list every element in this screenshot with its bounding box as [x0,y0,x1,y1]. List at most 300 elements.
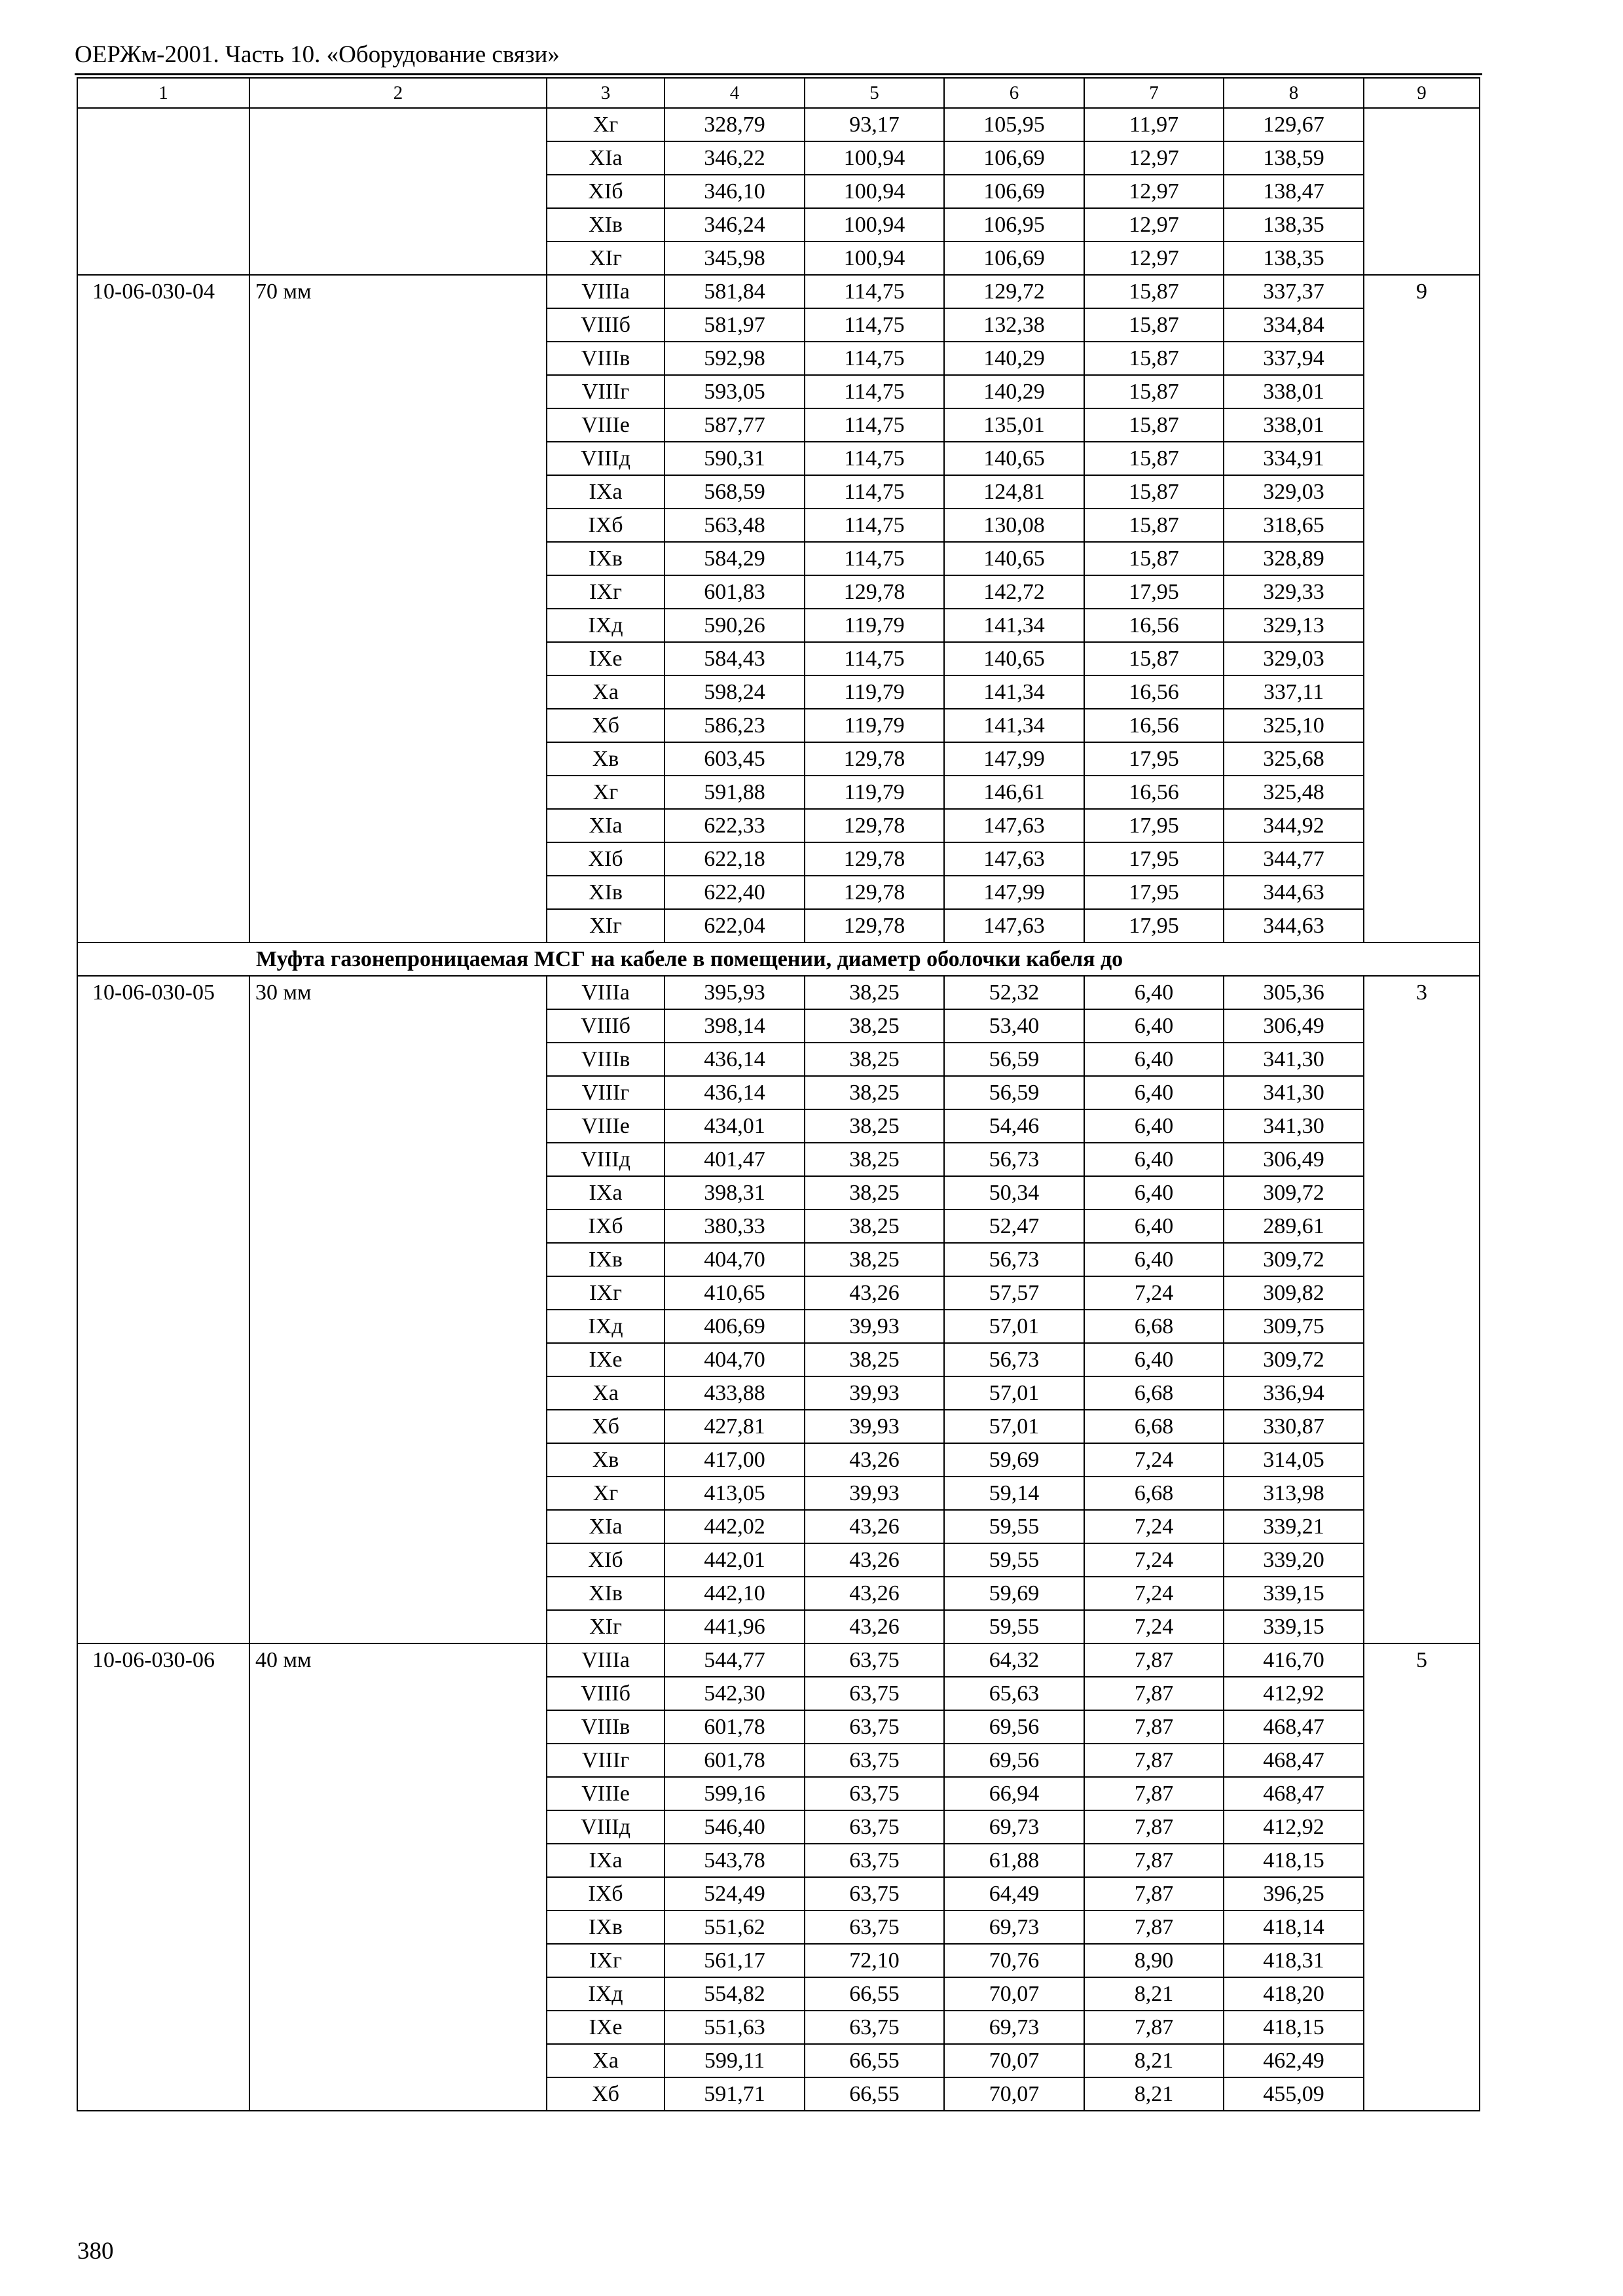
value-cell: 114,75 [805,642,944,675]
zone-cell: XIг [547,909,665,942]
value-cell: 398,14 [665,1009,805,1043]
value-cell: 601,83 [665,575,805,609]
value-cell: 7,24 [1084,1443,1224,1477]
value-cell: 6,68 [1084,1410,1224,1443]
value-cell: 404,70 [665,1343,805,1376]
zone-cell: XIв [547,1577,665,1610]
value-cell: 339,20 [1224,1543,1364,1577]
table-body [77,78,1480,2111]
value-cell: 140,29 [944,375,1084,408]
value-cell: 417,00 [665,1443,805,1477]
value-cell: 6,40 [1084,1109,1224,1143]
zone-cell: VIIIв [547,1710,665,1744]
value-cell: 15,87 [1084,342,1224,375]
value-cell: 7,87 [1084,1810,1224,1844]
value-cell: 114,75 [805,308,944,342]
zone-cell: VIIIв [547,1043,665,1076]
value-cell: 346,24 [665,208,805,242]
value-cell: 64,32 [944,1643,1084,1677]
column-header-row [77,78,1480,108]
value-cell: 586,23 [665,709,805,742]
value-cell: 441,96 [665,1610,805,1643]
value-cell: 7,24 [1084,1610,1224,1643]
value-cell: 17,95 [1084,876,1224,909]
zone-cell: Xа [547,2044,665,2077]
col9-value: 3 [1364,976,1480,1643]
value-cell: 106,95 [944,208,1084,242]
value-cell: 309,75 [1224,1310,1364,1343]
value-cell: 38,25 [805,1009,944,1043]
value-cell: 119,79 [805,675,944,709]
value-cell: 57,01 [944,1376,1084,1410]
value-cell: 59,69 [944,1443,1084,1477]
rates-table [77,77,1480,2111]
zone-cell: XIа [547,141,665,175]
value-cell: 141,34 [944,609,1084,642]
zone-cell: IXб [547,1210,665,1243]
value-cell: 15,87 [1084,308,1224,342]
value-cell: 563,48 [665,509,805,542]
value-cell: 63,75 [805,1810,944,1844]
value-cell: 147,63 [944,842,1084,876]
value-cell: 6,68 [1084,1477,1224,1510]
value-cell: 8,21 [1084,2077,1224,2111]
value-cell: 341,30 [1224,1043,1364,1076]
value-cell: 59,55 [944,1543,1084,1577]
column-header: 3 [547,78,665,108]
column-header: 2 [249,78,547,108]
value-cell: 601,78 [665,1744,805,1777]
value-cell: 66,55 [805,2077,944,2111]
value-cell: 433,88 [665,1376,805,1410]
value-cell: 93,17 [805,108,944,141]
value-cell: 7,24 [1084,1510,1224,1543]
value-cell: 584,43 [665,642,805,675]
value-cell: 69,73 [944,1910,1084,1944]
value-cell: 591,88 [665,776,805,809]
value-cell: 38,25 [805,1143,944,1176]
value-cell: 306,49 [1224,1143,1364,1176]
table-row [77,108,1480,141]
value-cell: 329,33 [1224,575,1364,609]
value-cell: 598,24 [665,675,805,709]
value-cell: 56,59 [944,1043,1084,1076]
value-cell: 70,76 [944,1944,1084,1977]
value-cell: 57,01 [944,1410,1084,1443]
value-cell: 146,61 [944,776,1084,809]
value-cell: 546,40 [665,1810,805,1844]
value-cell: 63,75 [805,1877,944,1910]
zone-cell: Xб [547,709,665,742]
value-cell: 114,75 [805,509,944,542]
value-cell: 468,47 [1224,1744,1364,1777]
value-cell: 412,92 [1224,1677,1364,1710]
value-cell: 65,63 [944,1677,1084,1710]
zone-cell: Xг [547,776,665,809]
value-cell: 339,15 [1224,1577,1364,1610]
value-cell: 6,68 [1084,1376,1224,1410]
value-cell: 314,05 [1224,1443,1364,1477]
zone-cell: IXг [547,1944,665,1977]
page-number: 380 [77,2238,114,2265]
value-cell: 337,94 [1224,342,1364,375]
zone-cell: IXв [547,1243,665,1276]
value-cell: 396,25 [1224,1877,1364,1910]
value-cell: 70,07 [944,1977,1084,2011]
value-cell: 69,73 [944,1810,1084,1844]
value-cell: 15,87 [1084,408,1224,442]
value-cell: 329,03 [1224,475,1364,509]
value-cell: 66,55 [805,2044,944,2077]
value-cell: 16,56 [1084,776,1224,809]
value-cell: 17,95 [1084,909,1224,942]
zone-cell: VIIIг [547,1744,665,1777]
value-cell: 344,92 [1224,809,1364,842]
zone-cell: XIб [547,175,665,208]
value-cell: 56,73 [944,1343,1084,1376]
value-cell: 7,24 [1084,1276,1224,1310]
value-cell: 7,87 [1084,1677,1224,1710]
value-cell: 12,97 [1084,208,1224,242]
value-cell: 7,24 [1084,1543,1224,1577]
rate-code [77,108,249,275]
value-cell: 622,33 [665,809,805,842]
value-cell: 412,92 [1224,1810,1364,1844]
rate-description: 30 мм [249,976,547,1643]
value-cell: 8,21 [1084,1977,1224,2011]
value-cell: 38,25 [805,1109,944,1143]
value-cell: 398,31 [665,1176,805,1210]
value-cell: 16,56 [1084,675,1224,709]
value-cell: 7,87 [1084,1877,1224,1910]
value-cell: 15,87 [1084,475,1224,509]
value-cell: 141,34 [944,675,1084,709]
rate-code: 10-06-030-06 [77,1643,249,2111]
value-cell: 61,88 [944,1844,1084,1877]
value-cell: 70,07 [944,2077,1084,2111]
value-cell: 69,73 [944,2011,1084,2044]
value-cell: 410,65 [665,1276,805,1310]
value-cell: 59,69 [944,1577,1084,1610]
value-cell: 129,78 [805,742,944,776]
value-cell: 147,63 [944,909,1084,942]
value-cell: 338,01 [1224,375,1364,408]
value-cell: 318,65 [1224,509,1364,542]
value-cell: 129,78 [805,809,944,842]
value-cell: 63,75 [805,1643,944,1677]
value-cell: 6,40 [1084,1009,1224,1043]
zone-cell: IXа [547,475,665,509]
value-cell: 551,63 [665,2011,805,2044]
zone-cell: IXа [547,1176,665,1210]
value-cell: 622,04 [665,909,805,942]
value-cell: 15,87 [1084,642,1224,675]
value-cell: 6,40 [1084,1076,1224,1109]
zone-cell: VIIIб [547,1009,665,1043]
value-cell: 7,87 [1084,1710,1224,1744]
value-cell: 341,30 [1224,1109,1364,1143]
value-cell: 328,79 [665,108,805,141]
value-cell: 12,97 [1084,242,1224,275]
column-header: 4 [665,78,805,108]
zone-cell: IXв [547,1910,665,1944]
value-cell: 6,40 [1084,976,1224,1009]
value-cell: 17,95 [1084,575,1224,609]
table-row [77,1643,1480,1677]
zone-cell: XIб [547,842,665,876]
value-cell: 544,77 [665,1643,805,1677]
zone-cell: Xв [547,742,665,776]
value-cell: 413,05 [665,1477,805,1510]
value-cell: 334,84 [1224,308,1364,342]
value-cell: 38,25 [805,1076,944,1109]
zone-cell: VIIIв [547,342,665,375]
value-cell: 325,48 [1224,776,1364,809]
value-cell: 468,47 [1224,1710,1364,1744]
value-cell: 344,77 [1224,842,1364,876]
value-cell: 554,82 [665,1977,805,2011]
zone-cell: Xа [547,675,665,709]
value-cell: 468,47 [1224,1777,1364,1810]
value-cell: 100,94 [805,175,944,208]
value-cell: 54,46 [944,1109,1084,1143]
zone-cell: VIIIд [547,442,665,475]
value-cell: 56,73 [944,1143,1084,1176]
value-cell: 114,75 [805,375,944,408]
value-cell: 70,07 [944,2044,1084,2077]
table-row [77,275,1480,308]
value-cell: 43,26 [805,1276,944,1310]
value-cell: 289,61 [1224,1210,1364,1243]
value-cell: 591,71 [665,2077,805,2111]
value-cell: 7,24 [1084,1577,1224,1610]
value-cell: 15,87 [1084,542,1224,575]
value-cell: 11,97 [1084,108,1224,141]
column-header: 9 [1364,78,1480,108]
zone-cell: XIв [547,208,665,242]
zone-cell: IXб [547,509,665,542]
value-cell: 346,22 [665,141,805,175]
value-cell: 436,14 [665,1043,805,1076]
zone-cell: VIIIе [547,1777,665,1810]
value-cell: 43,26 [805,1510,944,1543]
value-cell: 587,77 [665,408,805,442]
value-cell: 338,01 [1224,408,1364,442]
zone-cell: VIIIб [547,1677,665,1710]
value-cell: 427,81 [665,1410,805,1443]
section-title: Муфта газонепроницаемая МСГ на кабеле в помещении, диаметр оболочки кабеля до [77,942,1480,976]
value-cell: 141,34 [944,709,1084,742]
column-header: 1 [77,78,249,108]
zone-cell: IXд [547,609,665,642]
value-cell: 344,63 [1224,909,1364,942]
value-cell: 138,59 [1224,141,1364,175]
zone-cell: IXд [547,1310,665,1343]
value-cell: 63,75 [805,1744,944,1777]
zone-cell: IXг [547,1276,665,1310]
rate-description [249,108,547,275]
table-row [77,976,1480,1009]
zone-cell: Xг [547,108,665,141]
value-cell: 106,69 [944,175,1084,208]
value-cell: 345,98 [665,242,805,275]
value-cell: 406,69 [665,1310,805,1343]
value-cell: 63,75 [805,1677,944,1710]
value-cell: 114,75 [805,275,944,308]
value-cell: 69,56 [944,1744,1084,1777]
value-cell: 129,78 [805,575,944,609]
header-rule [75,73,1482,75]
value-cell: 72,10 [805,1944,944,1977]
zone-cell: VIIIг [547,375,665,408]
zone-cell: VIIIа [547,275,665,308]
value-cell: 129,67 [1224,108,1364,141]
value-cell: 39,93 [805,1477,944,1510]
value-cell: 8,21 [1084,2044,1224,2077]
value-cell: 542,30 [665,1677,805,1710]
value-cell: 584,29 [665,542,805,575]
value-cell: 59,14 [944,1477,1084,1510]
zone-cell: VIIIд [547,1143,665,1176]
value-cell: 100,94 [805,208,944,242]
zone-cell: XIг [547,1610,665,1643]
value-cell: 581,84 [665,275,805,308]
value-cell: 7,87 [1084,1910,1224,1944]
value-cell: 305,36 [1224,976,1364,1009]
value-cell: 401,47 [665,1143,805,1176]
value-cell: 106,69 [944,242,1084,275]
value-cell: 38,25 [805,976,944,1009]
value-cell: 15,87 [1084,442,1224,475]
value-cell: 140,65 [944,542,1084,575]
value-cell: 337,37 [1224,275,1364,308]
value-cell: 416,70 [1224,1643,1364,1677]
value-cell: 12,97 [1084,141,1224,175]
value-cell: 330,87 [1224,1410,1364,1443]
value-cell: 601,78 [665,1710,805,1744]
zone-cell: Xб [547,1410,665,1443]
rate-code: 10-06-030-05 [77,976,249,1643]
zone-cell: IXв [547,542,665,575]
value-cell: 38,25 [805,1243,944,1276]
zone-cell: XIб [547,1543,665,1577]
value-cell: 147,63 [944,809,1084,842]
value-cell: 138,47 [1224,175,1364,208]
zone-cell: IXе [547,1343,665,1376]
value-cell: 6,40 [1084,1210,1224,1243]
value-cell: 43,26 [805,1443,944,1477]
value-cell: 336,94 [1224,1376,1364,1410]
column-header: 6 [944,78,1084,108]
value-cell: 66,55 [805,1977,944,2011]
value-cell: 325,10 [1224,709,1364,742]
zone-cell: Xб [547,2077,665,2111]
value-cell: 7,87 [1084,1844,1224,1877]
value-cell: 12,97 [1084,175,1224,208]
value-cell: 140,65 [944,642,1084,675]
value-cell: 561,17 [665,1944,805,1977]
value-cell: 337,11 [1224,675,1364,709]
value-cell: 63,75 [805,1777,944,1810]
value-cell: 114,75 [805,442,944,475]
value-cell: 56,73 [944,1243,1084,1276]
value-cell: 53,40 [944,1009,1084,1043]
value-cell: 334,91 [1224,442,1364,475]
value-cell: 329,03 [1224,642,1364,675]
value-cell: 603,45 [665,742,805,776]
value-cell: 17,95 [1084,842,1224,876]
value-cell: 329,13 [1224,609,1364,642]
zone-cell: Xг [547,1477,665,1510]
value-cell: 328,89 [1224,542,1364,575]
value-cell: 39,93 [805,1410,944,1443]
col9-value: 9 [1364,275,1480,942]
value-cell: 138,35 [1224,208,1364,242]
zone-cell: VIIIе [547,408,665,442]
zone-cell: XIг [547,242,665,275]
value-cell: 16,56 [1084,709,1224,742]
value-cell: 593,05 [665,375,805,408]
value-cell: 434,01 [665,1109,805,1143]
zone-cell: VIIIб [547,308,665,342]
value-cell: 309,72 [1224,1343,1364,1376]
value-cell: 52,47 [944,1210,1084,1243]
value-cell: 106,69 [944,141,1084,175]
zone-cell: VIIIа [547,1643,665,1677]
value-cell: 63,75 [805,1910,944,1944]
value-cell: 590,31 [665,442,805,475]
page-header: ОЕРЖм-2001. Часть 10. «Оборудование связи» [75,41,560,68]
value-cell: 63,75 [805,2011,944,2044]
value-cell: 524,49 [665,1877,805,1910]
value-cell: 50,34 [944,1176,1084,1210]
value-cell: 581,97 [665,308,805,342]
value-cell: 599,16 [665,1777,805,1810]
value-cell: 380,33 [665,1210,805,1243]
value-cell: 599,11 [665,2044,805,2077]
zone-cell: IXа [547,1844,665,1877]
value-cell: 306,49 [1224,1009,1364,1043]
value-cell: 105,95 [944,108,1084,141]
value-cell: 124,81 [944,475,1084,509]
value-cell: 59,55 [944,1510,1084,1543]
value-cell: 395,93 [665,976,805,1009]
value-cell: 346,10 [665,175,805,208]
column-header: 5 [805,78,944,108]
value-cell: 309,82 [1224,1276,1364,1310]
zone-cell: XIа [547,1510,665,1543]
value-cell: 39,93 [805,1310,944,1343]
value-cell: 404,70 [665,1243,805,1276]
value-cell: 63,75 [805,1710,944,1744]
value-cell: 442,01 [665,1543,805,1577]
value-cell: 442,02 [665,1510,805,1543]
value-cell: 140,29 [944,342,1084,375]
value-cell: 129,78 [805,909,944,942]
value-cell: 130,08 [944,509,1084,542]
value-cell: 418,20 [1224,1977,1364,2011]
rate-description: 40 мм [249,1643,547,2111]
value-cell: 418,14 [1224,1910,1364,1944]
value-cell: 57,01 [944,1310,1084,1343]
value-cell: 43,26 [805,1543,944,1577]
value-cell: 135,01 [944,408,1084,442]
value-cell: 38,25 [805,1343,944,1376]
rate-code: 10-06-030-04 [77,275,249,942]
zone-cell: Xв [547,1443,665,1477]
value-cell: 147,99 [944,742,1084,776]
value-cell: 7,87 [1084,1777,1224,1810]
